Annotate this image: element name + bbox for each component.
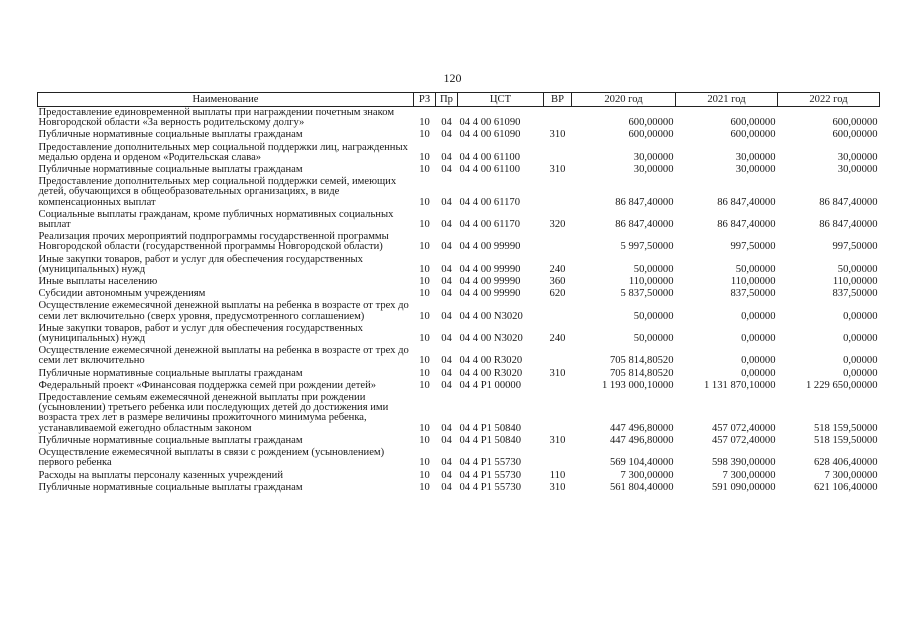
row-pr: 04 (441, 276, 452, 288)
row-rz: 10 (419, 129, 430, 141)
row-2022: 621 106,40000 (813, 481, 878, 493)
row-pr: 04 (441, 129, 452, 141)
row-rz: 10 (419, 469, 430, 481)
row-2021: 997,50000 (730, 241, 776, 253)
row-rz: 10 (419, 457, 430, 469)
table-row (38, 447, 880, 469)
table-row (38, 435, 880, 447)
row-pr: 04 (441, 310, 452, 322)
header-name: Наименование (38, 93, 414, 107)
row-cst: 04 4 00 99990 (459, 263, 521, 275)
row-pr: 04 (441, 196, 452, 208)
row-vr (544, 392, 572, 435)
row-2022: 837,50000 (832, 288, 878, 300)
row-rz: 10 (419, 481, 430, 493)
row-2020: 50,00000 (633, 333, 674, 345)
row-vr (544, 107, 572, 130)
row-rz: 10 (419, 333, 430, 345)
row-name: Осуществление ежемесячной выплаты в связи с рождением (усыновлением) первого ребенка (38, 447, 385, 469)
row-2020: 30,00000 (633, 151, 674, 163)
row-2021: 86 847,40000 (717, 196, 776, 208)
row-2022: 518 159,50000 (813, 422, 878, 434)
row-2021: 457 072,40000 (711, 434, 776, 446)
row-pr: 04 (441, 117, 452, 129)
row-2021: 600,00000 (730, 129, 776, 141)
row-2022: 628 406,40000 (813, 457, 878, 469)
row-name: Осуществление ежемесячной денежной выплаты на ребенка в возрасте от трех до семи лет включительно (38, 345, 409, 367)
row-vr (544, 300, 572, 322)
row-cst: 04 4 00 99990 (459, 276, 521, 288)
row-vr (544, 142, 572, 164)
table-row (38, 231, 880, 253)
row-2022: 30,00000 (837, 151, 878, 163)
row-rz: 10 (419, 151, 430, 163)
row-cst: 04 4 00 99990 (459, 241, 521, 253)
row-2020: 110,00000 (628, 276, 674, 288)
row-name: Предоставление единовременной выплаты при награждении почетным знаком Новгородской области «За верность родительскому долгу» (38, 107, 395, 129)
row-2021: 600,00000 (730, 117, 776, 129)
row-vr: 310 (549, 164, 566, 176)
row-cst: 04 4 00 61170 (459, 196, 521, 208)
row-2020: 30,00000 (633, 164, 674, 176)
row-rz: 10 (419, 434, 430, 446)
row-cst: 04 4 00 N3020 (459, 333, 523, 345)
row-name: Федеральный проект «Финансовая поддержка семей при рождении детей» (38, 379, 377, 391)
row-2021: 30,00000 (735, 151, 776, 163)
row-name: Расходы на выплаты персоналу казенных учреждений (38, 469, 283, 481)
table-row (38, 176, 880, 209)
row-pr: 04 (441, 355, 452, 367)
row-name: Публичные нормативные социальные выплаты гражданам (38, 434, 303, 446)
row-rz: 10 (419, 276, 430, 288)
row-rz: 10 (419, 288, 430, 300)
row-2022: 7 300,00000 (824, 469, 878, 481)
row-name: Предоставление дополнительных мер социальной поддержки лиц, награжденных медалью ордена и орденом «Родительская слава» (38, 141, 408, 163)
row-2021: 7 300,00000 (722, 469, 776, 481)
row-2020: 569 104,40000 (609, 457, 674, 469)
row-rz: 10 (419, 219, 430, 231)
table-row (38, 323, 880, 345)
row-2020: 50,00000 (633, 310, 674, 322)
row-pr: 04 (441, 422, 452, 434)
row-cst: 04 4 P1 50840 (459, 434, 522, 446)
row-rz: 10 (419, 367, 430, 379)
row-2022: 518 159,50000 (813, 434, 878, 446)
header-vr: ВР (544, 93, 572, 107)
row-vr: 240 (549, 333, 566, 345)
row-cst: 04 4 00 61170 (459, 219, 521, 231)
table-row (38, 482, 880, 494)
table-row (38, 209, 880, 231)
row-2020: 1 193 000,10000 (601, 379, 674, 391)
row-2022: 0,00000 (843, 355, 878, 367)
row-2022: 86 847,40000 (819, 219, 878, 231)
row-cst: 04 4 P1 50840 (459, 422, 522, 434)
row-cst: 04 4 00 61090 (459, 129, 521, 141)
row-2021: 0,00000 (741, 355, 776, 367)
table-row (38, 345, 880, 367)
row-vr (544, 380, 572, 392)
row-name: Предоставление семьям ежемесячной денежной выплаты при рождении (усыновлении) третьего ребенка или последующих детей до достижения ими возраста трех лет в размере величины прожиточного минимума ребенка, устанавливаемой ежегодно областным законом (38, 392, 389, 434)
row-2021: 86 847,40000 (717, 219, 776, 231)
row-2021: 0,00000 (741, 367, 776, 379)
row-rz: 10 (419, 263, 430, 275)
row-cst: 04 4 00 99990 (459, 288, 521, 300)
row-name: Публичные нормативные социальные выплаты гражданам (38, 481, 303, 493)
row-name: Реализация прочих мероприятий подпрограммы государственной программы Новгородской области (государственной программы Новгородской области) (38, 231, 389, 253)
row-2022: 997,50000 (832, 241, 878, 253)
row-rz: 10 (419, 422, 430, 434)
row-rz: 10 (419, 379, 430, 391)
row-name: Предоставление дополнительных мер социальной поддержки семей, имеющих детей, обучающихся в общеобразовательных организациях, в виде компенсационных выплат (38, 176, 397, 208)
header-2020: 2020 год (572, 93, 676, 107)
row-2022: 0,00000 (843, 310, 878, 322)
row-pr: 04 (441, 241, 452, 253)
row-vr: 310 (549, 367, 566, 379)
row-pr: 04 (441, 481, 452, 493)
row-cst: 04 4 00 R3020 (459, 355, 523, 367)
row-vr: 620 (549, 288, 566, 300)
row-2021: 837,50000 (730, 288, 776, 300)
header-2022: 2022 год (778, 93, 880, 107)
row-2020: 705 814,80520 (609, 367, 674, 379)
table-row (38, 254, 880, 276)
table-row (38, 164, 880, 176)
row-cst: 04 4 00 N3020 (459, 310, 523, 322)
row-vr (544, 345, 572, 367)
row-2021: 591 090,00000 (711, 481, 776, 493)
row-rz: 10 (419, 164, 430, 176)
row-name: Иные выплаты населению (38, 276, 158, 288)
row-pr: 04 (441, 151, 452, 163)
row-vr: 110 (549, 469, 566, 481)
table-row (38, 142, 880, 164)
row-pr: 04 (441, 379, 452, 391)
row-2021: 0,00000 (741, 333, 776, 345)
page-number: 120 (443, 71, 462, 85)
row-2021: 1 131 870,10000 (703, 379, 776, 391)
row-vr (544, 231, 572, 253)
row-2022: 50,00000 (837, 263, 878, 275)
row-cst: 04 4 00 R3020 (459, 367, 523, 379)
row-cst: 04 4 P1 55730 (459, 481, 522, 493)
row-rz: 10 (419, 355, 430, 367)
row-2022: 600,00000 (832, 117, 878, 129)
row-2020: 50,00000 (633, 263, 674, 275)
row-pr: 04 (441, 469, 452, 481)
row-cst: 04 4 00 61090 (459, 117, 521, 129)
row-2021: 598 390,00000 (711, 457, 776, 469)
row-cst: 04 4 P1 00000 (459, 379, 522, 391)
row-pr: 04 (441, 288, 452, 300)
header-rz: РЗ (414, 93, 436, 107)
row-2020: 600,00000 (628, 129, 674, 141)
row-name: Публичные нормативные социальные выплаты гражданам (38, 164, 303, 176)
row-rz: 10 (419, 241, 430, 253)
row-2020: 705 814,80520 (609, 355, 674, 367)
row-pr: 04 (441, 263, 452, 275)
table-row (38, 380, 880, 392)
table-row (38, 288, 880, 300)
row-2021: 0,00000 (741, 310, 776, 322)
row-pr: 04 (441, 434, 452, 446)
row-2022: 0,00000 (843, 333, 878, 345)
row-2021: 50,00000 (735, 263, 776, 275)
row-name: Публичные нормативные социальные выплаты гражданам (38, 367, 303, 379)
row-rz: 10 (419, 310, 430, 322)
row-2022: 110,00000 (832, 276, 878, 288)
table-header-row (38, 93, 880, 107)
row-name: Социальные выплаты гражданам, кроме публичных нормативных социальных выплат (38, 208, 394, 231)
table-row (38, 300, 880, 322)
row-2020: 600,00000 (628, 117, 674, 129)
row-cst: 04 4 00 61100 (459, 151, 521, 163)
row-2021: 30,00000 (735, 164, 776, 176)
header-cst: ЦСТ (458, 93, 544, 107)
header-pr: Пр (436, 93, 458, 107)
row-2020: 7 300,00000 (620, 469, 674, 481)
row-2020: 5 997,50000 (620, 241, 674, 253)
row-2022: 0,00000 (843, 367, 878, 379)
row-2021: 457 072,40000 (711, 422, 776, 434)
table-row (38, 470, 880, 482)
row-vr: 360 (549, 276, 566, 288)
row-2022: 600,00000 (832, 129, 878, 141)
table-row (38, 107, 880, 130)
row-2020: 5 837,50000 (620, 288, 674, 300)
row-2022: 1 229 650,00000 (805, 379, 878, 391)
budget-table (37, 92, 880, 494)
row-name: Иные закупки товаров, работ и услуг для обеспечения государственных (муниципальных) нужд (38, 322, 363, 345)
row-rz: 10 (419, 117, 430, 129)
row-pr: 04 (441, 333, 452, 345)
row-vr: 320 (549, 219, 566, 231)
row-name: Публичные нормативные социальные выплаты гражданам (38, 129, 303, 141)
row-pr: 04 (441, 219, 452, 231)
table-row (38, 368, 880, 380)
row-2020: 86 847,40000 (615, 219, 674, 231)
row-pr: 04 (441, 457, 452, 469)
row-2020: 447 496,80000 (609, 422, 674, 434)
row-2020: 447 496,80000 (609, 434, 674, 446)
row-name: Иные закупки товаров, работ и услуг для обеспечения государственных (муниципальных) нужд (38, 253, 363, 275)
row-2022: 86 847,40000 (819, 196, 878, 208)
row-vr: 240 (549, 263, 566, 275)
table-row (38, 276, 880, 288)
row-pr: 04 (441, 367, 452, 379)
table-row (38, 392, 880, 435)
row-vr (544, 176, 572, 209)
row-pr: 04 (441, 164, 452, 176)
row-vr (544, 447, 572, 469)
table-row (38, 129, 880, 141)
row-name: Субсидии автономным учреждениям (38, 288, 206, 300)
row-2020: 86 847,40000 (615, 196, 674, 208)
row-2022: 30,00000 (837, 164, 878, 176)
row-cst: 04 4 P1 55730 (459, 469, 522, 481)
row-vr: 310 (549, 434, 566, 446)
row-rz: 10 (419, 196, 430, 208)
row-2020: 561 804,40000 (609, 481, 674, 493)
row-name: Осуществление ежемесячной денежной выплаты на ребенка в возрасте от трех до семи лет включительно (сверх уровня, предусмотренного соглашением) (38, 300, 409, 322)
row-vr: 310 (549, 129, 566, 141)
header-2021: 2021 год (676, 93, 778, 107)
row-vr: 310 (549, 481, 566, 493)
row-cst: 04 4 P1 55730 (459, 457, 522, 469)
row-cst: 04 4 00 61100 (459, 164, 521, 176)
row-2021: 110,00000 (730, 276, 776, 288)
